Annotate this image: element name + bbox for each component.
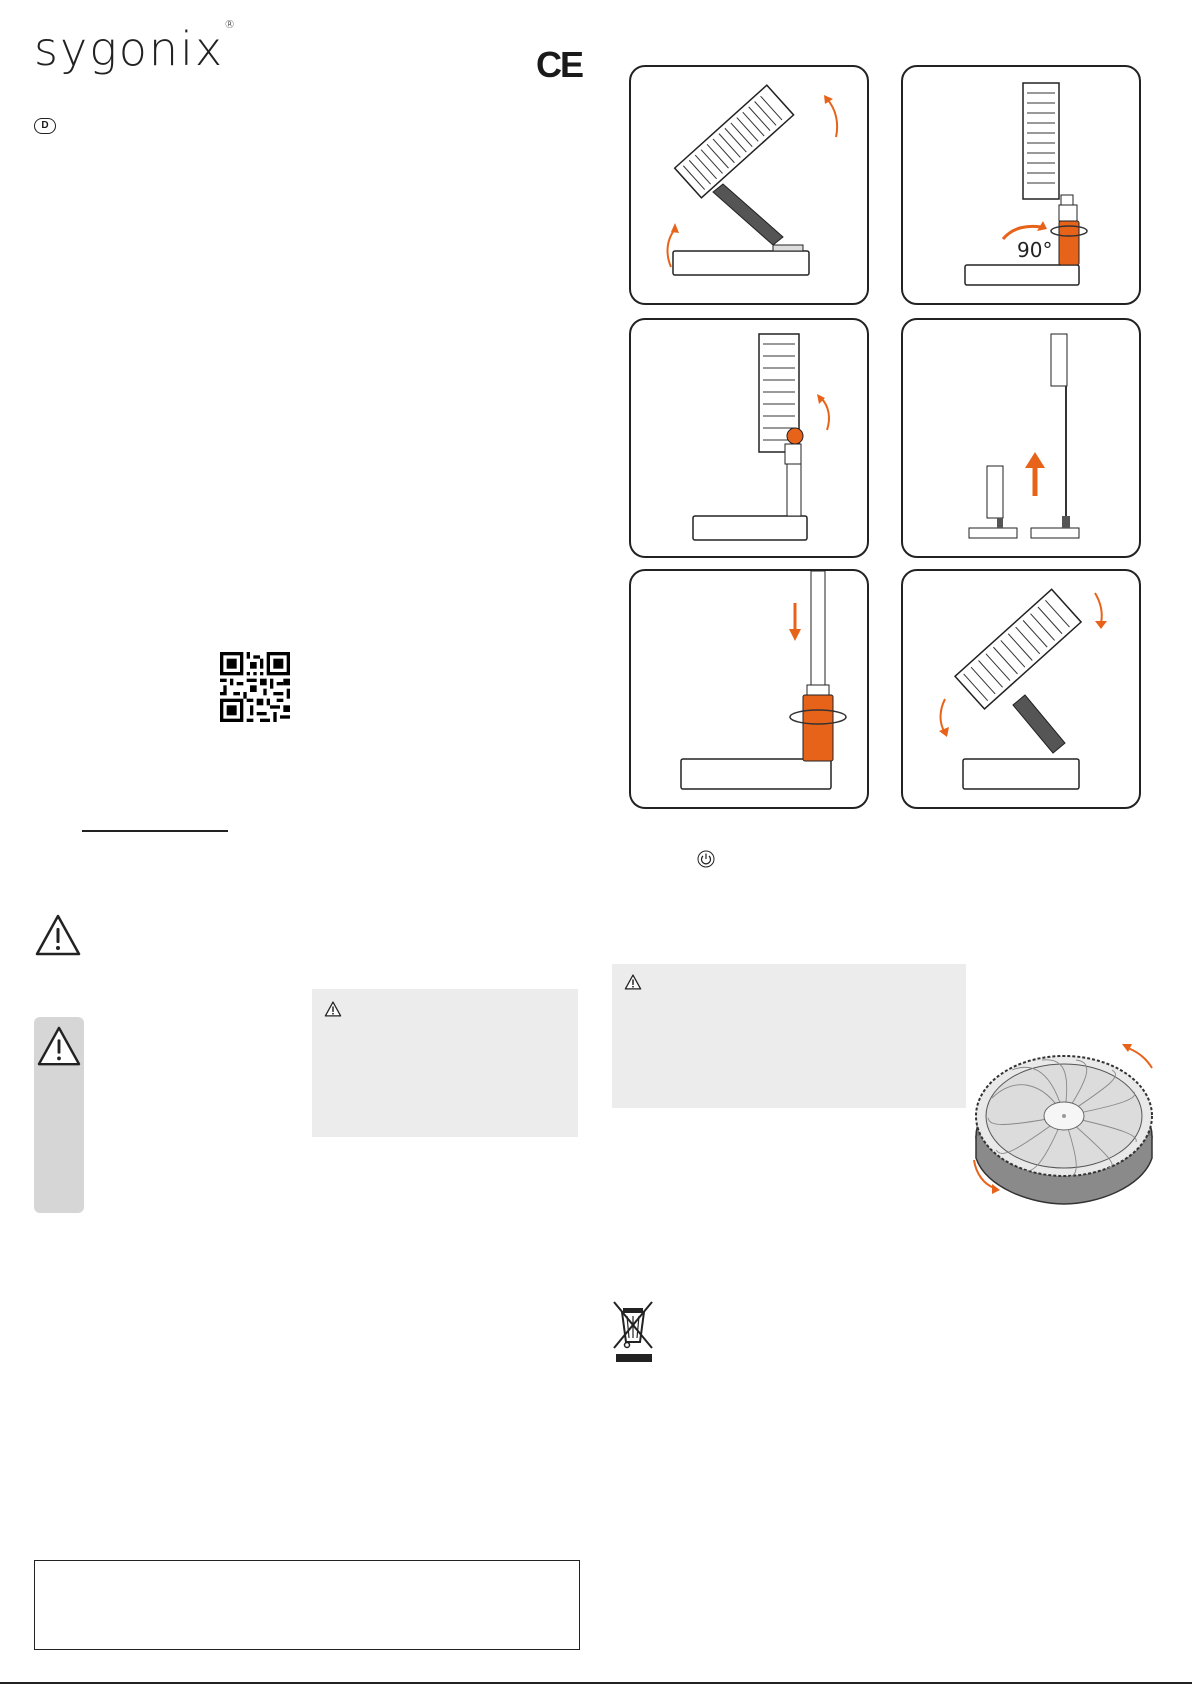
ce-mark: CE [536,44,583,85]
step-1-panel [629,65,869,305]
caution-box-right [612,964,966,1108]
warning-icon [624,974,642,990]
registered-mark: ® [224,18,238,31]
step-6-panel [901,569,1141,809]
step-3-panel [629,318,869,558]
crossed-out-bin-icon [612,1300,656,1364]
warning-sidebar [34,1017,84,1213]
warning-icon [324,1001,342,1017]
brand-logo [34,18,238,76]
step-2-panel [901,65,1141,305]
brand-name: sygonix [34,22,225,76]
language-badge: D [34,118,56,134]
power-icon [697,850,715,868]
page-bottom-rule [0,1682,1192,1684]
info-frame [34,1560,580,1650]
warning-icon [34,913,82,957]
step-5-panel [629,569,869,809]
warning-icon [36,1025,82,1067]
link-underline [82,830,228,832]
angle-label: 90° [1017,238,1053,262]
caution-box-left [312,989,578,1137]
step-4-panel [901,318,1141,558]
fan-head-illustration [972,1018,1158,1214]
qr-code[interactable] [220,652,290,722]
